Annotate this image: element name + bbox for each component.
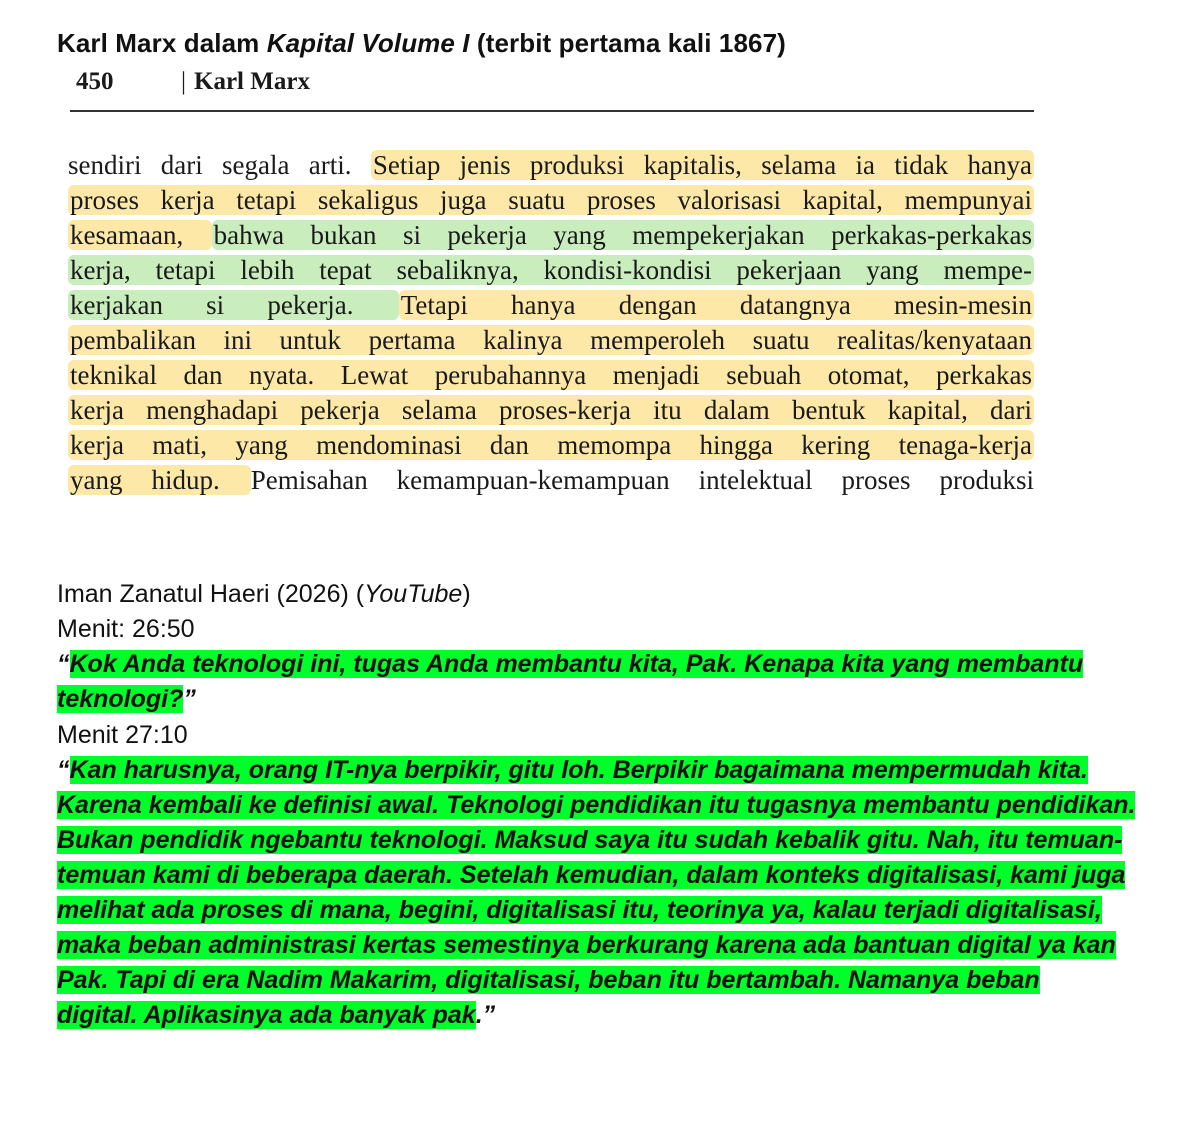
citation-suffix: ) [462,580,471,608]
book-text-line [68,393,1034,428]
quote-mark: .” [475,1001,496,1029]
highlight-yellow-text: yang hidup. [70,465,249,495]
quote-line [57,858,1157,893]
highlighted-quote-text: Pak. Tapi di era Nadim Makarim, digitalisasi, beban itu bertambah. Namanya beban [57,966,1040,994]
quote-line [57,998,1157,1033]
book-text-line [68,463,1034,498]
quote-mark: “ [57,650,70,678]
highlight-yellow-text: kesamaan, [70,220,210,250]
timestamp-1: Menit: 26:50 [57,615,195,643]
highlight-green-text: kerjakan si pekerja. [70,290,397,320]
book-page-header [76,68,1034,102]
highlight-yellow-text: Setiap jenis produksi kapitalis, selama ia tidak hanya [372,150,1032,180]
book-text-line [68,218,1034,253]
book-text-line [68,183,1034,218]
quote-line [57,682,1157,717]
highlighted-quote-text: Kan harusnya, orang IT-nya berpikir, gitu loh. Berpikir bagaimana mempermudah kita. [69,756,1088,784]
timestamp-2: Menit 27:10 [57,721,188,749]
quote-mark: “ [57,756,70,784]
highlight-yellow-text: pembalikan ini untuk pertama kalinya memperoleh suatu realitas/kenyataan [70,325,1032,355]
book-text-line [68,428,1034,463]
book-text-line [68,358,1034,393]
highlight-yellow-text: Tetapi hanya dengan datangnya mesin-mesin [400,290,1032,320]
book-text-line [68,253,1034,288]
highlighted-quote-text: temuan kami di beberapa daerah. Setelah kemudian, dalam konteks digitalisasi, kami juga [57,861,1126,889]
highlighted-quote-text: melihat ada proses di mana, begini, digitalisasi itu, teorinya ya, kalau terjadi digitalisasi, [57,896,1102,924]
book-page-text [68,148,1034,498]
citation-platform: YouTube [364,580,463,608]
highlighted-quote-text: Karena kembali ke definisi awal. Teknologi pendidikan itu tugasnya membantu pendidikan. [57,791,1136,819]
highlight-green-text: bahwa bukan si pekerja yang mempekerjakan perkakas-perkakas [213,220,1032,250]
source-citation [57,577,471,611]
highlight-green-text: kerja, tetapi lebih tepat sebaliknya, kondisi-kondisi pekerjaan yang mempe- [70,255,1032,285]
book-page-scan [64,66,1044,516]
highlight-yellow-text: proses kerja tetapi sekaligus juga suatu proses valorisasi kapital, mempunyai [70,185,1032,215]
document-title [57,28,786,59]
highlighted-quote-text: teknologi? [57,685,184,713]
book-text-line [68,323,1034,358]
book-text-line [68,288,1034,323]
quote-mark: ” [183,685,196,713]
quote-2 [57,753,1157,1033]
highlighted-quote-text: Bukan pendidik ngebantu teknologi. Maksud saya itu sudah kebalik gitu. Nah, itu temuan- [57,826,1123,854]
highlighted-quote-text: digital. Aplikasinya ada banyak pak [57,1001,476,1029]
highlight-yellow-text: kerja menghadapi pekerja selama proses-kerja itu dalam bentuk kapital, dari [70,395,1032,425]
title-suffix: (terbit pertama kali 1867) [469,28,786,58]
title-prefix: Karl Marx dalam [57,28,267,58]
quote-line [57,647,1157,682]
quote-line [57,753,1157,788]
header-rule [70,110,1034,112]
book-text-line [68,148,1034,183]
plain-text: Pemisahan kemampuan-kemampuan intelektual proses produksi [250,465,1034,495]
quote-line [57,823,1157,858]
page-number: 450 [76,68,114,95]
highlight-yellow-text: teknikal dan nyata. Lewat perubahannya menjadi sebuah otomat, perkakas [70,360,1032,390]
title-book-name: Kapital Volume I [266,28,470,58]
page-running-head: | Karl Marx [181,68,310,96]
plain-text: sendiri dari segala arti. [68,150,371,180]
quote-line [57,893,1157,928]
highlighted-quote-text: maka beban administrasi kertas semestinya berkurang karena ada bantuan digital ya kan [57,931,1116,959]
quote-1 [57,647,1157,717]
citation-prefix: Iman Zanatul Haeri (2026) ( [57,580,365,608]
highlight-yellow-text: kerja mati, yang mendominasi dan memompa hingga kering tenaga-kerja [70,430,1032,460]
highlighted-quote-text: Kok Anda teknologi ini, tugas Anda membantu kita, Pak. Kenapa kita yang membantu [69,650,1084,678]
quote-line [57,788,1157,823]
quote-line [57,963,1157,998]
quote-line [57,928,1157,963]
